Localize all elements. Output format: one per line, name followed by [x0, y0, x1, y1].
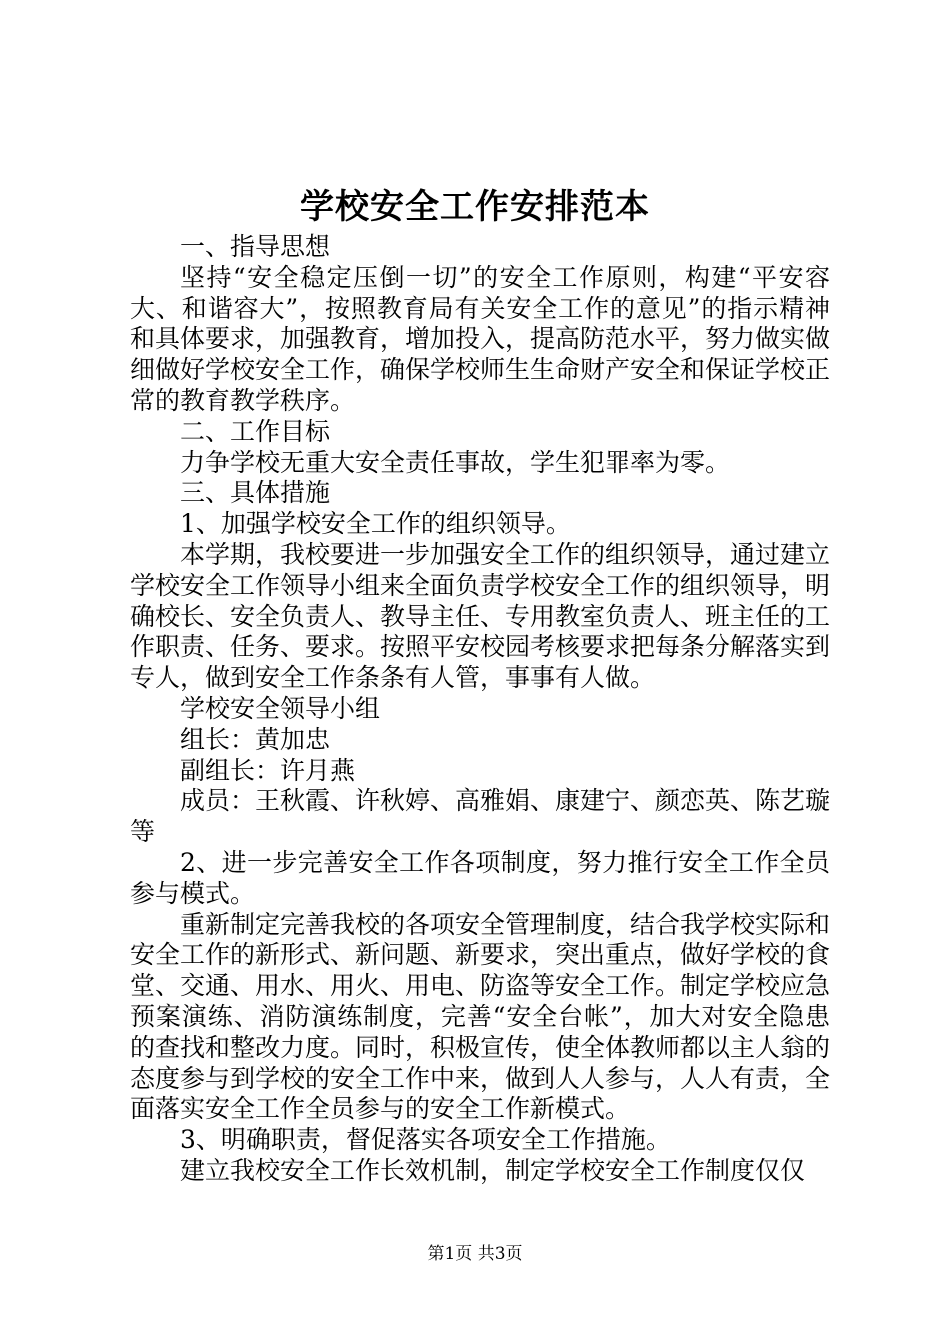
document-body — [130, 232, 830, 1187]
group-leader: 组长：黄加忠 — [180, 724, 331, 754]
group-members: 成员：王秋霞、许秋婷、高雅娟、康建宁、颜恋英、陈艺璇等 — [130, 786, 831, 847]
paragraph-measure-2: 重新制定完善我校的各项安全管理制度，结合我学校实际和安全工作的新形式、新问题、新要求，突出重点，做好学校的食堂、交通、用水、用火、用电、防盗等安全工作。制定学校应急预案演练、消防演练制度，完善“安全台帐”，加大对安全隐患的查找和整改力度。同时，积极宣传，使全体教师都以主人翁的态度参与到学校的安全工作中来，做到人人参与，人人有责，全面落实安全工作全员参与的安全工作新模式。 — [130, 909, 831, 1124]
document-title: 学校安全工作安排范本 — [300, 187, 650, 227]
paragraph-work-goals: 力争学校无重大安全责任事故，学生犯罪率为零。 — [180, 447, 731, 477]
paragraph-measure-1: 本学期，我校要进一步加强安全工作的组织领导，通过建立学校安全工作领导小组来全面负责学校安全工作的组织领导，明确校长、安全负责人、教导主任、专用教室负责人、班主任的工作职责、任务、要求。按照平安校园考核要求把每条分解落实到专人，做到安全工作条条有人管，事事有人做。 — [130, 539, 831, 693]
subheading-measure-2: 2、进一步完善安全工作各项制度，努力推行安全工作全员参与模式。 — [130, 847, 830, 908]
deputy-group-leader: 副组长：许月燕 — [180, 755, 356, 785]
subheading-measure-1: 1、加强学校安全工作的组织领导。 — [180, 509, 571, 539]
section-heading-guiding-thought: 一、指导思想 — [180, 232, 331, 261]
section-heading-work-goals: 二、工作目标 — [180, 416, 331, 446]
leadership-group-label: 学校安全领导小组 — [180, 693, 381, 723]
paragraph-guiding-thought: 坚持“安全稳定压倒一切”的安全工作原则，构建“平安容大、和谐容大”，按照教育局有关安全工作的意见”的指示精神和具体要求，加强教育，增加投入，提高防范水平，努力做实做细做好学校安全工作，确保学校师生生命财产安全和保证学校正常的教育教学秩序。 — [130, 262, 831, 415]
subheading-measure-3: 3、明确职责，督促落实各项安全工作措施。 — [180, 1125, 671, 1155]
section-heading-specific-measures: 三、具体措施 — [180, 478, 331, 508]
paragraph-measure-3: 建立我校安全工作长效机制，制定学校安全工作制度仅仅 — [180, 1155, 806, 1185]
page-footer: 第1页 共3页 — [427, 1244, 523, 1264]
